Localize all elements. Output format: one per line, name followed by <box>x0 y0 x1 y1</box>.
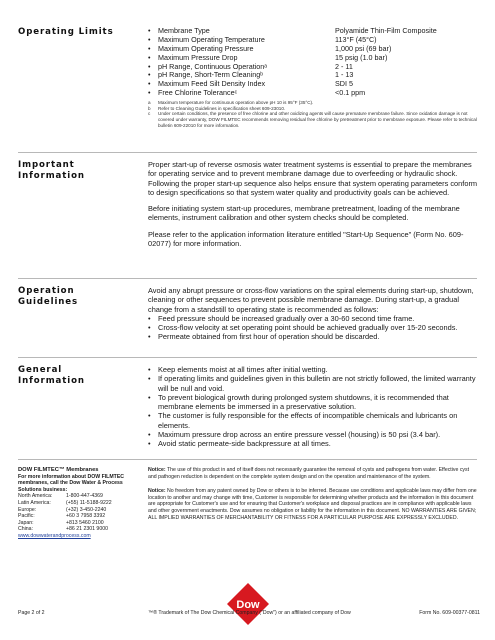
limit-value: SDI 5 <box>335 79 353 89</box>
operation-guidelines-heading: Operation Guidelines <box>18 286 79 307</box>
list-item: • Cross-flow velocity at set operating point should be achieved gradually over 15-20 seconds. <box>148 323 478 332</box>
limit-label: Free Chlorine Toleranceᶜ <box>158 88 238 98</box>
form-number: Form No. 609-00377-0811 <box>419 610 480 616</box>
list-item: • Maximum pressure drop across an entire pressure vessel (housing) is 50 psi (3.4 bar). <box>148 430 478 439</box>
list-item: • If operating limits and guidelines given in this bulletin are not strictly followed, the limited warranty will be null and void. <box>148 374 478 393</box>
list-item: • Keep elements moist at all times after initial wetting. <box>148 365 478 374</box>
limit-value: 15 psig (1.0 bar) <box>335 52 388 62</box>
list-item: • Feed pressure should be increased gradually over a 30-60 second time frame. <box>148 314 478 323</box>
contact-row: China: +86 21 2301 9000 <box>18 526 108 533</box>
list-item: • Avoid static permeate-side backpressure at all times. <box>148 439 478 448</box>
notices-block <box>148 467 478 529</box>
contact-title: DOW FILMTEC™ Membranes <box>18 467 99 473</box>
limit-row: • Free Chlorine Toleranceᶜ <0.1 ppm <box>148 88 366 98</box>
limit-row: • pH Range, Short-Term Cleaningᵇ 1 - 13 <box>148 70 354 80</box>
operating-limits-table <box>148 27 478 128</box>
page-number: Page 2 of 2 <box>18 610 45 616</box>
limit-value: <0.1 ppm <box>335 88 366 98</box>
section-divider <box>18 459 477 460</box>
limit-row: • Membrane Type Polyamide Thin-Film Composite <box>148 26 437 35</box>
operation-guidelines-body <box>148 286 478 342</box>
limit-label: pH Range, Short-Term Cleaningᵇ <box>158 70 263 80</box>
contact-block <box>18 467 140 540</box>
list-item: • To prevent biological growth during prolonged system shutdowns, it is recommended that membrane elements be immersed in a preservative solution. <box>148 393 478 412</box>
section-divider <box>18 152 477 153</box>
list-item: • The customer is fully responsible for the effects of incompatible chemicals and lubricants on elements. <box>148 411 478 430</box>
section-divider <box>18 357 477 358</box>
limit-label: Maximum Operating Pressure <box>158 43 254 53</box>
general-information-heading: General Information <box>18 365 85 386</box>
paragraph: Avoid any abrupt pressure or cross-flow variations on the spiral elements during start-up, shutdown, cleaning or other sequences to prevent possible membrane damage. During start-up, a gradual change from a standstill to operating state is recommended as follows: <box>148 286 474 314</box>
paragraph: Before initiating system start-up procedures, membrane pretreatment, loading of the membrane elements, instrument calibration and other system checks should be completed. <box>148 204 460 223</box>
limit-value: 1 - 13 <box>335 70 354 80</box>
limit-label: pH Range, Continuous Operationᵃ <box>158 61 267 71</box>
website-link[interactable]: www.dowwaterandprocess.com <box>18 532 91 539</box>
contact-row: Japan: +813 5460 2100 <box>18 519 104 526</box>
bullet-list <box>148 314 478 342</box>
important-information-body <box>148 160 478 255</box>
notice-paragraph: Notice: No freedom from any patent owned by Dow or others is to be inferred. Because use conditions and applicable laws may differ from one location to another and may change with time, Customer is responsible for determining whether products and the information in this document are appropriate for Customer's use and for ensuring that Customer's workplace and disposal practices are in compliance with applicable laws and other government enactments. Dow assumes no obligation or liability for the information in this document. NO WARRANTIES ARE GIVEN; ALL IMPLIED WARRANTIES OF MERCHANTABILITY OR FITNESS FOR A PARTICULAR PURPOSE ARE EXPRESSLY EXCLUDED. <box>148 488 477 521</box>
paragraph: Proper start-up of reverse osmosis water treatment systems is essential to prepare the membranes for operating service and to prevent membrane damage due to overfeeding or hydraulic shock. Following the proper start-up sequence also helps ensure that system operating parameters conform to design specifications so that system water quality and productivity goals can be achieved. <box>148 160 478 197</box>
contact-row: Latin America: (+55) 11-5188-9222 <box>18 499 112 506</box>
contact-row: North America: 1-800-447-4369 <box>18 493 103 500</box>
footnotes <box>148 100 478 128</box>
paragraph: Please refer to the application information literature entitled "Start-Up Sequence" (Form No. 609-02077) for more information. <box>148 229 464 249</box>
limit-row: • Maximum Operating Temperature 113°F (45°C) <box>148 34 377 44</box>
limit-row: • pH Range, Continuous Operationᵃ 2 - 11 <box>148 61 353 71</box>
contact-row: Europe: (+32) 3-450-2240 <box>18 506 107 513</box>
general-information-body <box>148 365 478 449</box>
limit-label: Membrane Type <box>158 26 210 35</box>
contact-subtitle: For more information about DOW FILMTEC membranes, call the Dow Water & Process Solutions business: <box>18 473 125 493</box>
notice-paragraph: Notice: The use of this product in and of itself does not necessarily guarantee the removal of cysts and pathogens from water. Effective cyst and pathogen reduction is dependent on the complete system design and on the operation and maintenance of the system. <box>148 467 470 480</box>
limit-row: • Maximum Feed Silt Density Index SDI 5 <box>148 79 353 89</box>
limit-value: Polyamide Thin-Film Composite <box>335 26 437 35</box>
logo-text: Dow <box>236 599 260 611</box>
important-information-heading: Important Information <box>18 160 85 181</box>
dow-diamond-logo <box>226 582 270 626</box>
operating-limits-heading: Operating Limits <box>18 27 114 37</box>
notice-label: Notice: <box>148 488 166 495</box>
trademark-notice: ™® Trademark of The Dow Chemical Company ("Dow") or an affiliated company of Dow <box>148 610 351 616</box>
limit-value: 2 - 11 <box>335 61 353 71</box>
footnote: c Under certain conditions, the presence of free chlorine and other oxidizing agents will cause premature membrane failure. Since oxidation damage is not covered under warranty, DOW FILMTEC recommends removing residual free chlorine by pretreatment prior to membrane exposure. Please refer to technical bulletin 609-22010 for more information. <box>148 111 477 128</box>
footnote: a Maximum temperature for continuous operation above pH 10 is 95°F (35°C). <box>148 100 314 106</box>
limit-label: Maximum Operating Temperature <box>158 34 265 44</box>
limit-row: • Maximum Pressure Drop 15 psig (1.0 bar) <box>148 52 388 62</box>
limit-value: 1,000 psi (69 bar) <box>335 43 392 53</box>
limit-row: • Maximum Operating Pressure 1,000 psi (69 bar) <box>148 43 392 53</box>
notice-label: Notice: <box>148 467 166 473</box>
contact-row: Pacific: +60 3 7958 3392 <box>18 513 106 520</box>
limit-label: Maximum Feed Silt Density Index <box>158 79 266 89</box>
limit-value: 113°F (45°C) <box>335 34 377 44</box>
bullet-list <box>148 365 478 449</box>
limit-label: Maximum Pressure Drop <box>158 52 238 62</box>
section-divider <box>18 278 477 279</box>
list-item: • Permeate obtained from first hour of operation should be discarded. <box>148 332 478 341</box>
footnote: b Refer to Cleaning Guidelines in specification sheet 609-23010. <box>148 105 286 111</box>
